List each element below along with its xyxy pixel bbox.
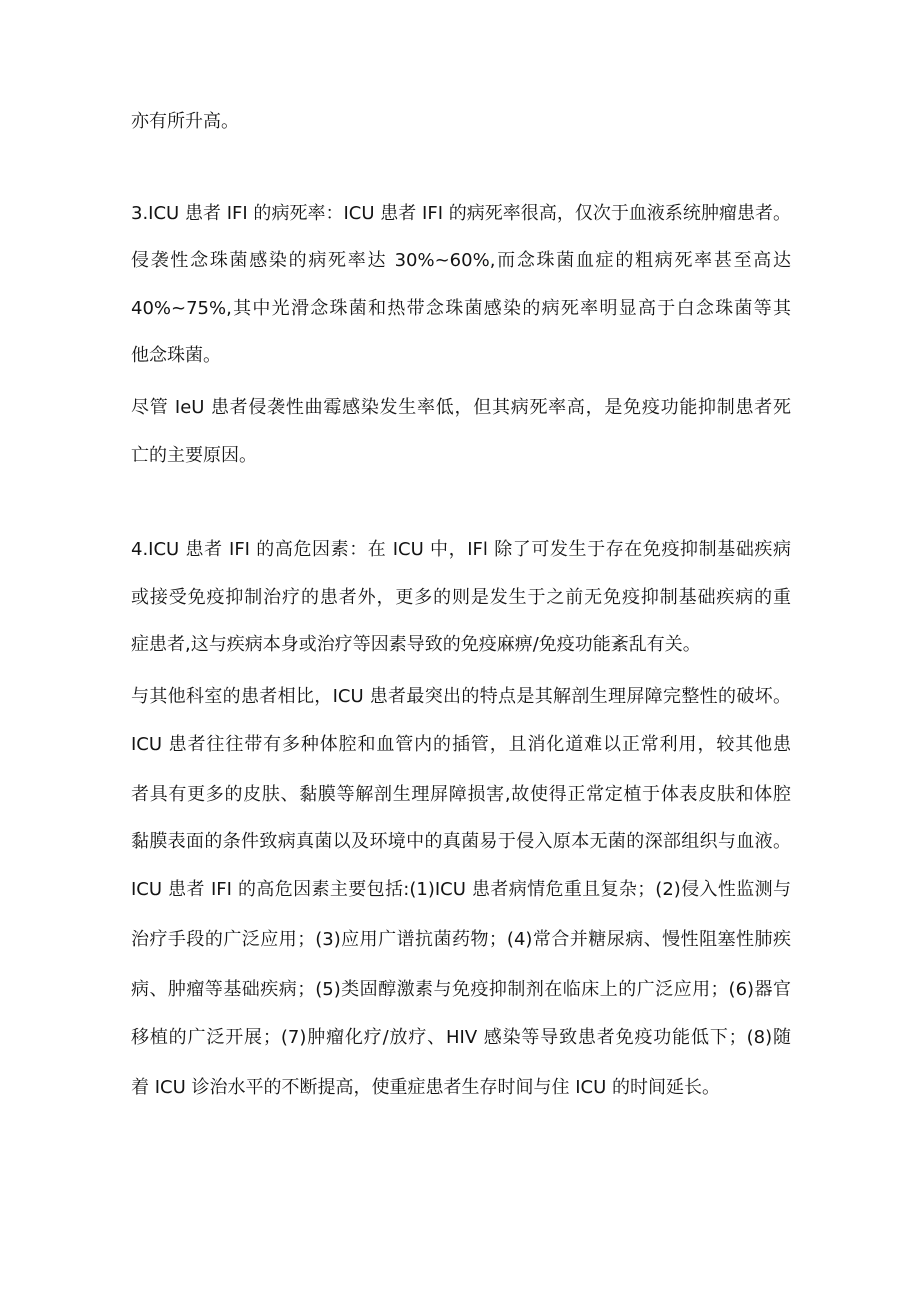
text-line: 尽管 IeU 患者侵袭性曲霉感染发生率低，但其病死率高，是免疫功能抑制患者死: [131, 397, 791, 418]
text-line: 3.ICU 患者 IFI 的病死率：ICU 患者 IFI 的病死率很高，仅次于血液系统肿瘤患者。: [131, 203, 791, 224]
text-line: 40%~75%,其中光滑念珠菌和热带念珠菌感染的病死率明显高于白念珠菌等其: [131, 298, 791, 319]
text-line: 亡的主要原因。: [131, 445, 257, 466]
text-line: 侵袭性念珠菌感染的病死率达 30%~60%,而念珠菌血症的粗病死率甚至高达: [131, 250, 791, 271]
text-line: 或接受免疫抑制治疗的患者外，更多的则是发生于之前无免疫抑制基础疾病的重: [131, 587, 791, 608]
text-line: 亦有所升高。: [131, 111, 239, 132]
text-line: 病、肿瘤等基础疾病；(5)类固醇激素与免疫抑制剂在临床上的广泛应用；(6)器官: [131, 979, 791, 1000]
text-line: 治疗手段的广泛应用；(3)应用广谱抗菌药物；(4)常合并糖尿病、慢性阻塞性肺疾: [131, 929, 791, 950]
text-line: 他念珠菌。: [131, 345, 221, 366]
text-line: 症患者,这与疾病本身或治疗等因素导致的免疫麻痹/免疫功能紊乱有关。: [131, 634, 701, 655]
text-line: 4.ICU 患者 IFI 的高危因素：在 ICU 中，IFl 除了可发生于存在免疫抑制基础疾病: [131, 539, 791, 560]
text-line: ICU 患者 IFI 的高危因素主要包括:(1)ICU 患者病情危重且复杂；(2)侵入性监测与: [131, 879, 791, 900]
text-line: 移植的广泛开展；(7)肿瘤化疗/放疗、HIV 感染等导致患者免疫功能低下；(8)随: [131, 1027, 791, 1048]
text-line: 黏膜表面的条件致病真菌以及环境中的真菌易于侵入原本无菌的深部组织与血液。: [131, 831, 791, 852]
text-line: 与其他科室的患者相比，ICU 患者最突出的特点是其解剖生理屏障完整性的破坏。: [131, 686, 791, 707]
text-line: 着 ICU 诊治水平的不断提高，使重症患者生存时间与住 ICU 的时间延长。: [131, 1077, 720, 1098]
text-line: 者具有更多的皮肤、黏膜等解剖生理屏障损害,故使得正常定植于体表皮肤和体腔: [131, 784, 791, 805]
text-line: ICU 患者往往带有多种体腔和血管内的插管，且消化道难以正常利用，较其他患: [131, 734, 791, 755]
